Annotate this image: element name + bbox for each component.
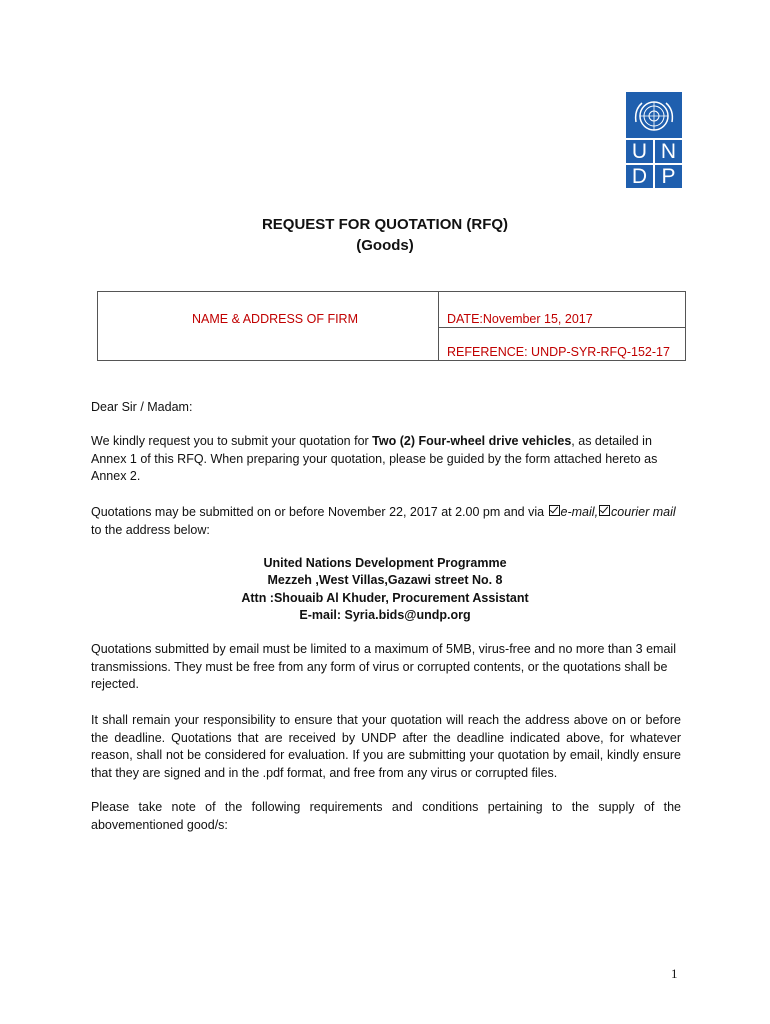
submission-paragraph: Quotations may be submitted on or before November 22, 2017 at 2.00 pm and via e-mail, courier mail to the address below: [91,505,676,537]
address-line-street: Mezzeh ,West Villas,Gazawi street No. 8 [267,573,503,587]
requirements-paragraph: Please take note of the following requirements and conditions pertaining to the supply of the abovementioned good/s: [91,800,681,832]
undp-logo [626,92,682,188]
firm-info-table [97,291,686,361]
intro-paragraph: We kindly request you to submit your quotation for Two (2) Four-wheel drive vehicles, as detailed in Annex 1 of this RFQ. When preparing your quotation, please be guided by the form attached hereto as Annex 2. [91,434,658,483]
address-line-email: E-mail: Syria.bids@undp.org [299,608,471,622]
page-number: 1 [671,966,678,981]
logo-letter-u: U [631,140,648,163]
document-title: REQUEST FOR QUOTATION (RFQ) [261,216,509,233]
logo-letter-n: N [660,140,677,163]
un-emblem-icon [626,92,682,140]
vehicles-highlight: Two (2) Four-wheel drive vehicles [372,434,572,448]
address-line-attn: Attn :Shouaib Al Khuder, Procurement Assistant [241,591,529,605]
firm-name-label: NAME & ADDRESS OF FIRM [192,312,358,326]
courier-checkbox-icon [599,505,610,516]
logo-letter-p: P [661,165,676,188]
date-field: DATE:November 15, 2017 [447,312,593,326]
deadline-paragraph: It shall remain your responsibility to ensure that your quotation will reach the address above on or before the deadline. Quotations that are received by UNDP after the deadline indicated above, for whatever reason, shall not be considered for evaluation. If you are submitting your quotation by email, kindly ensure that they are signed and in the .pdf format, and free from any virus or corrupted files. [91,713,681,780]
logo-letter-d: D [631,165,648,188]
greeting: Dear Sir / Madam: [91,400,193,414]
reference-field: REFERENCE: UNDP-SYR-RFQ-152-17 [447,345,670,359]
email-checkbox-icon [549,505,560,516]
email-limits-paragraph: Quotations submitted by email must be limited to a maximum of 5MB, virus-free and no more than 3 email transmissions. They must be free from any form of virus or corrupted contents, or the quotations shall be rejected. [91,642,676,691]
document-subtitle: (Goods) [356,237,414,254]
address-line-org: United Nations Development Programme [263,556,507,570]
